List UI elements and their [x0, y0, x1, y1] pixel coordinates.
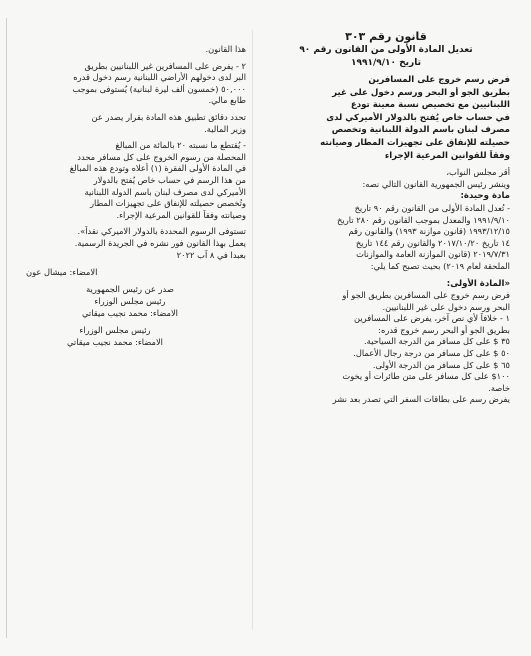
body-line: الملحقة لعام ٢٠١٩) بحيث تصبح كما يلي:: [370, 260, 510, 271]
law-title: قانون رقم ٣٠٣: [345, 30, 427, 43]
article-line: ١ - خلافاً لأي نص آخر، يفرض على المسافرين: [354, 313, 510, 324]
single-article-label: مادة وحيدة:: [460, 191, 510, 202]
body-line: ٢٠١٩/٧/٣١ (قانون الموازنة العامة والموازنات: [356, 249, 510, 260]
pm-title: رئيس مجلس الوزراء: [94, 296, 166, 307]
body-line: ١٩٩٣/١٢/١٥ (قانون موازنة ١٩٩٣) والقانون رقم: [348, 226, 510, 237]
body-line: البر لدى دخولهم الأراضي اللبنانية رسم دخول قدره: [73, 72, 246, 83]
body-line: هذا القانون.: [205, 44, 246, 54]
body-line: من هذا الرسم في حساب خاص يُفتح بالدولار: [93, 174, 246, 185]
body-line: وصيانته وفقاً للقوانين المرعية الإجراء.: [116, 209, 246, 220]
heading-line: مصرف لبنان باسم الدولة اللبنانية وتخصص: [331, 125, 510, 136]
body-line: تحدد دقائق تطبيق هذه المادة بقرار يصدر عن: [91, 111, 246, 122]
article-line: ١٠٠$ على كل مسافر على متن طائرات أو يخوت: [342, 371, 510, 382]
heading-line: فرض رسم خروج على المسافرين: [368, 75, 510, 85]
president-signature: الامضاء: ميشال عون: [26, 267, 98, 278]
article-line: بطريق الجو أو البحر رسم خروج قدره:: [378, 324, 510, 335]
body-line: ٥٠,٠٠٠ (خمسون ألف ليرة لبنانية) يُستوفى بموجب: [72, 83, 246, 94]
law-subtitle-1: تعديل المادة الأولى من القانون رقم ٩٠: [299, 45, 473, 55]
body-line: ٢ - يفرض على المسافرين غير اللبنانيين بطريق: [84, 60, 246, 71]
body-line: طابع مالي.: [208, 95, 246, 106]
body-line: ١٩٩١/٩/١٠ والمعدل بموجب القانون رقم ٢٨٠ تاريخ: [337, 214, 510, 225]
left-column: [14, 44, 246, 348]
intro-line: أقر مجلس النواب،: [446, 167, 510, 178]
intro-line: وينشر رئيس الجمهورية القانون التالي نصه:: [362, 178, 510, 189]
article-line: البحر ورسم دخول على غير اللبنانيين.: [382, 301, 510, 312]
heading-line: في حساب خاص يُفتح بالدولار الأميركي لدى: [326, 112, 510, 123]
article-line: يفرض رسم على بطاقات السفر التي تصدر بعد نشر: [332, 394, 510, 405]
pm-title-2: رئيس مجلس الوزراء: [79, 325, 151, 336]
column-divider: [252, 30, 253, 630]
pm-signature-2: الامضاء: محمد نجيب ميقاتي: [67, 337, 163, 348]
body-line: المحصلة من رسوم الخروج على كل مسافر محدد: [77, 151, 246, 162]
body-line: - يُقتطع ما نسبته ٢٠ بالمائة من المبالغ: [115, 140, 246, 151]
body-line: يعمل بهذا القانون فور نشره في الجريدة الرسمية.: [74, 237, 246, 248]
body-line: الأميركي لدى مصرف لبنان باسم الدولة اللبنانية: [84, 186, 246, 197]
article-one-label: «المادة الأولى:: [446, 278, 510, 289]
article-line: ٦٥ $ على كل مسافر من الدرجة الأولى.: [372, 359, 510, 370]
date-line: بعبدا في ٨ آب ٢٠٢٢: [176, 249, 246, 260]
body-line: وزير المالية.: [204, 123, 246, 134]
right-column: [262, 30, 510, 406]
article-line: ٥٠ $ على كل مسافر من درجة رجال الأعمال.: [353, 348, 510, 359]
body-line: في المادة الأولى الفقرة (١) أعلاه وتودع هذه المبالغ: [69, 163, 246, 174]
heading-line: اللبنانيين مع تخصيص نسبة معينة تودع: [350, 100, 510, 111]
article-line: فرض رسم خروج على المسافرين بطريق الجو أو: [342, 290, 510, 301]
body-line: - تُعدل المادة الأولى من القانون رقم ٩٠ تاريخ: [354, 202, 510, 213]
body-line: ١٤ تاريخ ٢٠١٧/١٠/٢٠ والقانون رقم ١٤٤ تاريخ: [355, 237, 510, 248]
article-line: خاصة.: [488, 382, 510, 393]
issued-by: صدر عن رئيس الجمهورية: [86, 284, 174, 295]
pm-signature: الامضاء: محمد نجيب ميقاتي: [82, 308, 178, 319]
body-line: وتُخصص حصيلته للإنفاق على تجهيزات المطار: [90, 198, 246, 209]
heading-line: وفقاً للقوانين المرعية الإجراء: [384, 150, 510, 161]
heading-line: بطريق الجو أو البحر ورسم دخول على غير: [332, 87, 510, 98]
article-line: ٣٥ $ على كل مسافر من الدرجة السياحية.: [364, 336, 510, 347]
body-line: تستوفى الرسوم المحددة بالدولار الاميركي نقداً».: [77, 226, 246, 237]
heading-line: حصيلته للإنفاق على تجهيزات المطار وصيانته: [320, 137, 510, 148]
law-subtitle-2: تاريخ ١٩٩١/٩/١٠: [351, 57, 421, 68]
